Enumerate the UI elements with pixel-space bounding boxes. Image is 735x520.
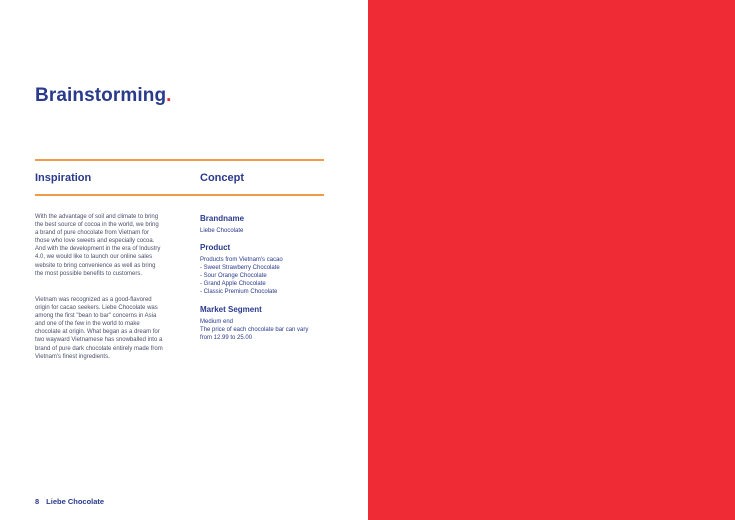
page-title bbox=[35, 85, 172, 107]
product-intro: Products from Vietnam's cacao bbox=[200, 257, 283, 263]
inspiration-paragraph-1: With the advantage of soil and climate to bring the best source of cocoa in the world, we bring a brand of pure chocolate from Vietnam for those who love sweets and especially cocoa. And with the development in the era of Industry 4.0, we would like to launch our online sales website to bring convenience as well as bring the most possible benefits to customers. bbox=[35, 214, 161, 277]
market-segment-body bbox=[200, 318, 325, 342]
price-range-line-2: from 12.99 to 25.00 bbox=[200, 335, 253, 341]
product-item: - Sour Orange Chocolate bbox=[200, 273, 267, 279]
market-segment-heading: Market Segment bbox=[200, 305, 262, 314]
market-level: Medium end bbox=[200, 319, 234, 325]
concept-heading: Concept bbox=[200, 172, 244, 184]
brandname-heading: Brandname bbox=[200, 214, 245, 223]
page-title-text: Brainstorming bbox=[35, 85, 167, 106]
brandname-section bbox=[200, 214, 325, 235]
brandname-value: Liebe Chocolate bbox=[200, 228, 244, 234]
product-list bbox=[200, 256, 325, 296]
product-item: - Sweet Strawberry Chocolate bbox=[200, 265, 280, 271]
top-divider bbox=[35, 159, 324, 161]
footer-brand: Liebe Chocolate bbox=[46, 497, 105, 506]
inspiration-paragraph-2: Vietnam was recognized as a good-flavored origin for cacao seekers. Liebe Chocolate was among the first "bean to bar" concerns in Asia and one of the few in the world to make chocolate at origin. What began as a dream for two wayward Vietnamese has snowballed into a brand of pure dark chocolate entirely made from Vietnam's finest ingredients. bbox=[35, 297, 163, 360]
right-red-panel bbox=[368, 0, 735, 520]
product-heading: Product bbox=[200, 243, 231, 252]
product-item: - Grand Apple Chocolate bbox=[200, 281, 266, 287]
product-item: - Classic Premium Chocolate bbox=[200, 289, 278, 295]
bottom-divider bbox=[35, 194, 324, 196]
inspiration-heading: Inspiration bbox=[35, 172, 92, 184]
page-number: 8 bbox=[35, 497, 40, 506]
product-section bbox=[200, 243, 325, 296]
page-footer bbox=[35, 497, 104, 506]
title-accent-dot: . bbox=[166, 85, 172, 106]
market-segment-section bbox=[200, 305, 325, 342]
price-range-line-1: The price of each chocolate bar can vary bbox=[200, 327, 309, 333]
